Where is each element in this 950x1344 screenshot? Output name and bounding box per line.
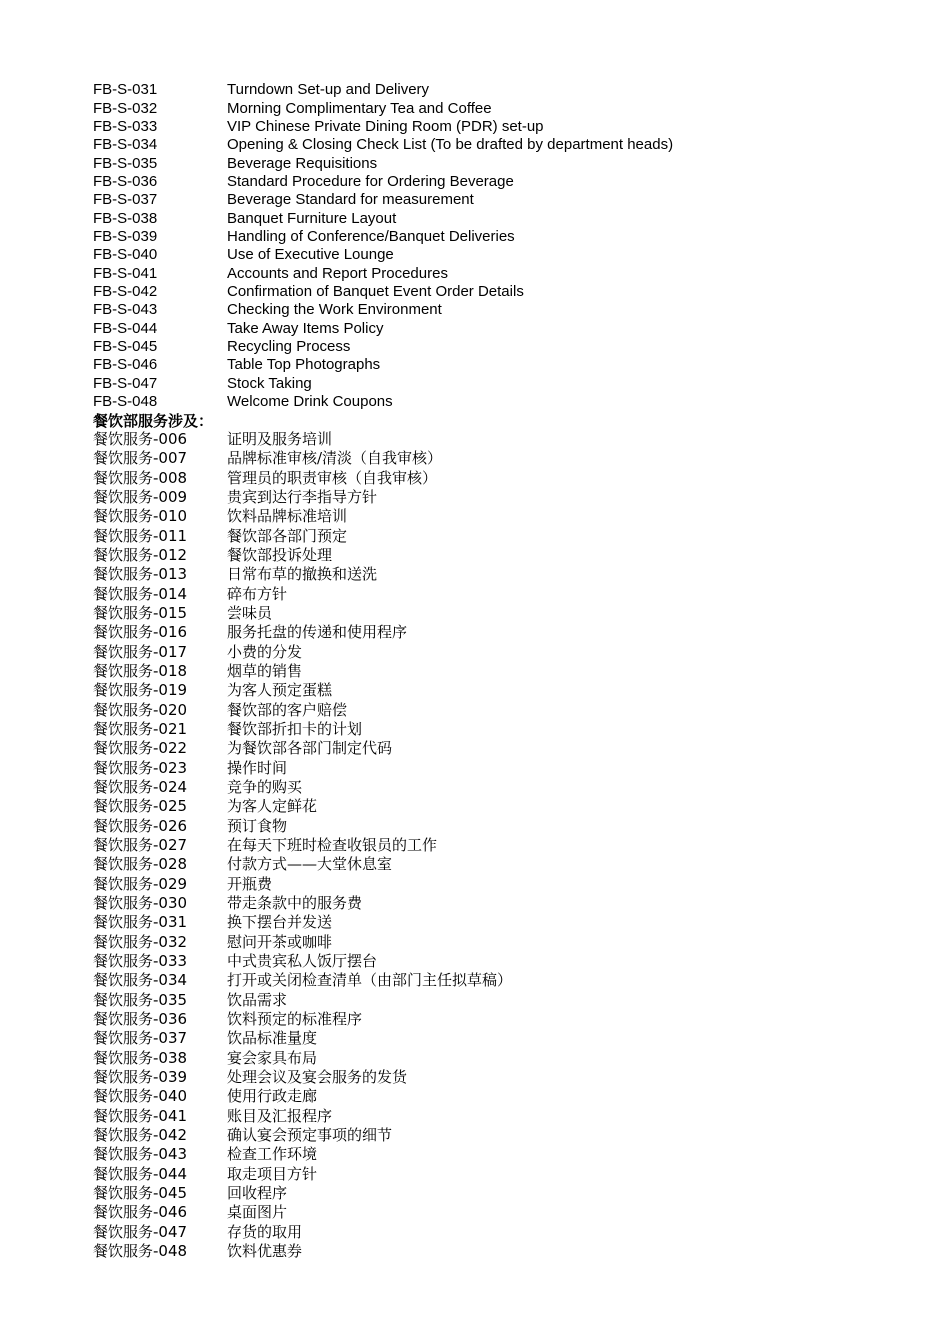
item-code: 餐饮服务-019 [93, 681, 188, 700]
list-item [93, 1145, 913, 1164]
item-title: 带走条款中的服务费 [227, 894, 363, 913]
item-code: FB-S-031 [93, 81, 158, 99]
item-code: 餐饮服务-011 [93, 526, 188, 545]
item-title: Confirmation of Banquet Event Order Details [227, 282, 524, 300]
item-title: Checking the Work Environment [227, 301, 442, 319]
item-title: 餐饮部投诉处理 [227, 546, 333, 565]
list-item [93, 319, 913, 337]
list-item [93, 739, 913, 758]
item-code: FB-S-040 [93, 246, 158, 264]
item-title: Banquet Furniture Layout [227, 209, 397, 227]
item-code: 餐饮服务-014 [93, 584, 188, 603]
list-item [93, 1164, 913, 1183]
item-title: 在每天下班时检查收银员的工作 [227, 836, 438, 855]
item-code: 餐饮服务-035 [93, 990, 188, 1009]
item-title: 贵宾到达行李指导方针 [227, 488, 378, 507]
list-item [93, 1010, 913, 1029]
item-code: FB-S-037 [93, 191, 158, 209]
list-item [93, 701, 913, 720]
list-item [93, 1222, 913, 1241]
item-title: 饮品需求 [227, 990, 288, 1009]
item-title: 中式贵宾私人饭厅摆台 [227, 952, 378, 971]
item-code: 餐饮服务-044 [93, 1164, 188, 1183]
item-title: 证明及服务培训 [227, 430, 333, 449]
item-title: 为餐饮部各部门制定代码 [227, 739, 393, 758]
list-item [93, 894, 913, 913]
list-item [93, 875, 913, 894]
list-item [93, 623, 913, 642]
item-title: Use of Executive Lounge [227, 246, 394, 264]
item-code: 餐饮服务-025 [93, 797, 188, 816]
list-item [93, 173, 913, 191]
item-code: 餐饮服务-039 [93, 1067, 188, 1086]
item-code: 餐饮服务-029 [93, 874, 188, 893]
list-item [93, 246, 913, 264]
item-title: VIP Chinese Private Dining Room (PDR) set-up [227, 117, 544, 135]
list-item [93, 228, 913, 246]
item-title: 尝味员 [227, 604, 273, 623]
list-item [93, 836, 913, 855]
item-title: Accounts and Report Procedures [227, 264, 448, 282]
item-title: Opening & Closing Check List (To be drafted by department heads) [227, 136, 674, 154]
item-code: 餐饮服务-038 [93, 1048, 188, 1067]
item-code: 餐饮服务-045 [93, 1183, 188, 1202]
item-title: 处理会议及宴会服务的发货 [227, 1067, 408, 1086]
item-code: FB-S-046 [93, 356, 158, 374]
item-title: Recycling Process [227, 337, 351, 355]
list-item [93, 338, 913, 356]
list-item [93, 118, 913, 136]
item-code: 餐饮服务-048 [93, 1241, 188, 1260]
item-title: 取走项目方针 [227, 1164, 318, 1183]
item-code: 餐饮服务-033 [93, 952, 188, 971]
item-title: 慰问开茶或咖啡 [227, 932, 333, 951]
item-code: 餐饮服务-043 [93, 1145, 188, 1164]
list-item [93, 1184, 913, 1203]
item-title: Turndown Set-up and Delivery [227, 81, 430, 99]
item-title: 碎布方针 [227, 584, 288, 603]
item-code: 餐饮服务-028 [93, 855, 188, 874]
item-code: 餐饮服务-042 [93, 1125, 188, 1144]
item-title: Morning Complimentary Tea and Coffee [227, 99, 492, 117]
list-item [93, 488, 913, 507]
list-item [93, 855, 913, 874]
item-title: 预订食物 [227, 816, 288, 835]
list-item [93, 681, 913, 700]
item-code: 餐饮服务-017 [93, 642, 188, 661]
list-item [93, 604, 913, 623]
list-item [93, 913, 913, 932]
item-title: Stock Taking [227, 374, 312, 392]
item-title: Table Top Photographs [227, 356, 381, 374]
item-code: FB-S-042 [93, 282, 158, 300]
list-item [93, 759, 913, 778]
item-code: 餐饮服务-008 [93, 468, 188, 487]
item-code: FB-S-041 [93, 264, 158, 282]
list-item [93, 1049, 913, 1068]
item-code: FB-S-033 [93, 117, 158, 135]
item-code: 餐饮服务-016 [93, 623, 188, 642]
item-title: 餐饮部各部门预定 [227, 526, 348, 545]
item-code: 餐饮服务-013 [93, 565, 188, 584]
section-heading: 餐饮部服务涉及： [93, 412, 214, 430]
item-title: 饮料预定的标准程序 [227, 1010, 363, 1028]
list-item [93, 991, 913, 1010]
item-code: FB-S-034 [93, 136, 158, 154]
item-title: 日常布草的撤换和送洗 [227, 565, 378, 584]
list-item [93, 527, 913, 546]
item-title: 为客人预定蛋糕 [227, 681, 333, 700]
item-code: 餐饮服务-027 [93, 836, 188, 855]
list-item [93, 469, 913, 488]
list-item [93, 720, 913, 739]
item-title: 品牌标准审核/清淡（自我审核） [227, 449, 443, 468]
list-item [93, 191, 913, 209]
item-code: FB-S-038 [93, 209, 158, 227]
list-item [93, 1068, 913, 1087]
item-title: Take Away Items Policy [227, 319, 384, 337]
list-item [93, 356, 913, 374]
list-item [93, 209, 913, 227]
english-sop-list [93, 81, 913, 411]
chinese-sop-list [93, 430, 913, 1261]
item-title: 餐饮部的客户赔偿 [227, 700, 348, 719]
item-title: 付款方式——大堂休息室 [227, 855, 393, 874]
list-item [93, 449, 913, 468]
list-item [93, 1126, 913, 1145]
item-title: 饮料优惠券 [227, 1241, 303, 1260]
item-title: 管理员的职责审核（自我审核） [227, 468, 438, 487]
item-code: 餐饮服务-031 [93, 913, 188, 932]
list-item [93, 301, 913, 319]
item-code: FB-S-045 [93, 337, 158, 355]
item-title: 小费的分发 [227, 642, 303, 661]
item-title: 桌面图片 [227, 1203, 288, 1222]
item-title: Beverage Standard for measurement [227, 191, 474, 209]
list-item [93, 585, 913, 604]
list-item [93, 971, 913, 990]
list-item [93, 1242, 913, 1261]
item-code: 餐饮服务-037 [93, 1029, 188, 1048]
item-title: 饮料品牌标准培训 [227, 507, 348, 526]
item-title: Beverage Requisitions [227, 154, 378, 172]
list-item [93, 662, 913, 681]
list-item [93, 393, 913, 411]
item-title: 饮品标准量度 [227, 1029, 318, 1048]
item-title: 开瓶费 [227, 874, 273, 893]
item-title: 宴会家具布局 [227, 1048, 318, 1067]
list-item [93, 1203, 913, 1222]
list-item [93, 797, 913, 816]
list-item [93, 778, 913, 797]
item-code: 餐饮服务-018 [93, 662, 188, 681]
item-code: 餐饮服务-010 [93, 507, 188, 526]
item-title: 确认宴会预定事项的细节 [227, 1125, 393, 1144]
list-item [93, 565, 913, 584]
item-code: FB-S-047 [93, 374, 158, 392]
item-code: 餐饮服务-023 [93, 758, 188, 777]
list-item [93, 264, 913, 282]
item-title: Handling of Conference/Banquet Deliveries [227, 227, 515, 245]
item-code: 餐饮服务-046 [93, 1203, 188, 1222]
item-code: 餐饮服务-047 [93, 1222, 188, 1241]
item-code: FB-S-044 [93, 319, 158, 337]
item-title: 餐饮部折扣卡的计划 [227, 720, 363, 739]
list-item [93, 507, 913, 526]
item-title: 回收程序 [227, 1183, 288, 1202]
list-item [93, 81, 913, 99]
item-title: 操作时间 [227, 758, 288, 777]
list-item [93, 1087, 913, 1106]
item-code: 餐饮服务-034 [93, 971, 188, 990]
item-title: 为客人定鲜花 [227, 797, 318, 816]
item-title: 换下摆台并发送 [227, 913, 333, 932]
item-code: 餐饮服务-015 [93, 604, 188, 623]
item-code: FB-S-043 [93, 301, 158, 319]
item-title: 服务托盘的传递和使用程序 [227, 623, 408, 642]
item-code: FB-S-035 [93, 154, 158, 172]
item-code: 餐饮服务-040 [93, 1087, 188, 1106]
item-title: Welcome Drink Coupons [227, 393, 393, 411]
item-code: 餐饮服务-022 [93, 739, 188, 758]
list-item [93, 430, 913, 449]
item-code: 餐饮服务-012 [93, 546, 188, 565]
item-code: 餐饮服务-009 [93, 488, 188, 507]
item-title: 打开或关闭检查清单（由部门主任拟草稿） [227, 971, 513, 990]
item-title: Standard Procedure for Ordering Beverage [227, 172, 514, 190]
item-title: 竞争的购买 [227, 778, 303, 797]
list-item [93, 375, 913, 393]
item-code: 餐饮服务-006 [93, 430, 188, 449]
list-item [93, 99, 913, 117]
item-code: 餐饮服务-021 [93, 720, 188, 739]
item-title: 烟草的销售 [227, 662, 303, 681]
item-title: 使用行政走廊 [227, 1087, 318, 1106]
item-code: 餐饮服务-024 [93, 778, 188, 797]
item-title: 存货的取用 [227, 1222, 303, 1241]
item-code: 餐饮服务-036 [93, 1010, 188, 1028]
item-title: 账目及汇报程序 [227, 1106, 333, 1125]
item-code: 餐饮服务-007 [93, 449, 188, 468]
item-code: 餐饮服务-026 [93, 816, 188, 835]
item-code: FB-S-036 [93, 172, 158, 190]
list-item [93, 546, 913, 565]
item-code: FB-S-048 [93, 393, 158, 411]
item-title: 检查工作环境 [227, 1145, 318, 1164]
list-item [93, 283, 913, 301]
item-code: 餐饮服务-032 [93, 932, 188, 951]
item-code: 餐饮服务-041 [93, 1106, 188, 1125]
item-code: 餐饮服务-020 [93, 700, 188, 719]
list-item [93, 1106, 913, 1125]
list-item [93, 1029, 913, 1048]
list-item [93, 643, 913, 662]
item-code: FB-S-039 [93, 227, 158, 245]
item-code: FB-S-032 [93, 99, 158, 117]
list-item [93, 817, 913, 836]
list-item [93, 136, 913, 154]
list-item [93, 154, 913, 172]
item-code: 餐饮服务-030 [93, 894, 188, 913]
list-item [93, 933, 913, 952]
list-item [93, 952, 913, 971]
